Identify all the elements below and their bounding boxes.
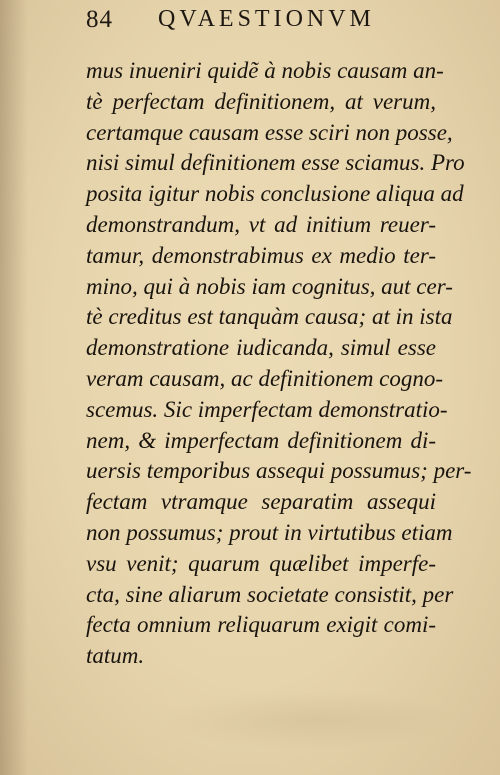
text-line: scemus. Sic imperfectam demonstratio- — [86, 396, 448, 422]
text-line: tè perfectam definitionem, at verum, — [86, 88, 436, 114]
page-number: 84 — [86, 6, 113, 33]
text-line: demonstrandum, vt ad initium reuer- — [86, 211, 436, 237]
text-line: nisi simul definitionem esse sciamus. Pro — [86, 150, 465, 176]
bleed-through-stain — [160, 690, 460, 750]
text-line: tè creditus est tanquàm causa; at in ista — [86, 304, 453, 330]
running-title: QVAESTIONVM — [158, 6, 375, 32]
text-line: uersis temporibus assequi possumus; per- — [86, 458, 472, 484]
text-line: demonstratione iudicanda, simul esse — [86, 335, 436, 361]
text-line: posita igitur nobis conclusione aliqua ad — [86, 181, 464, 207]
text-line: vsu venit; quarum quælibet imperfe- — [86, 550, 436, 576]
text-line: fecta omnium reliquarum exigit comi- — [86, 612, 436, 638]
text-line: mino, qui à nobis iam cognitus, aut cer- — [86, 273, 453, 299]
text-line: non possumus; prout in virtutibus etiam — [86, 519, 453, 545]
text-line: tatum. — [86, 643, 145, 669]
page-header — [86, 6, 426, 46]
text-line: tamur, demonstrabimus ex medio ter- — [86, 242, 436, 268]
text-line: nem, & imperfectam definitionem di- — [86, 427, 436, 453]
text-line: fectam vtramque separatim assequi — [86, 489, 436, 515]
text-line: certamque causam esse sciri non posse, — [86, 119, 453, 145]
binding-shadow — [0, 0, 28, 775]
body-text — [86, 56, 472, 672]
text-line: veram causam, ac definitionem cogno- — [86, 365, 444, 391]
text-line: cta, sine aliarum societate consistit, per — [86, 581, 454, 607]
text-line: mus inueniri quidẽ à nobis causam an- — [86, 58, 444, 83]
